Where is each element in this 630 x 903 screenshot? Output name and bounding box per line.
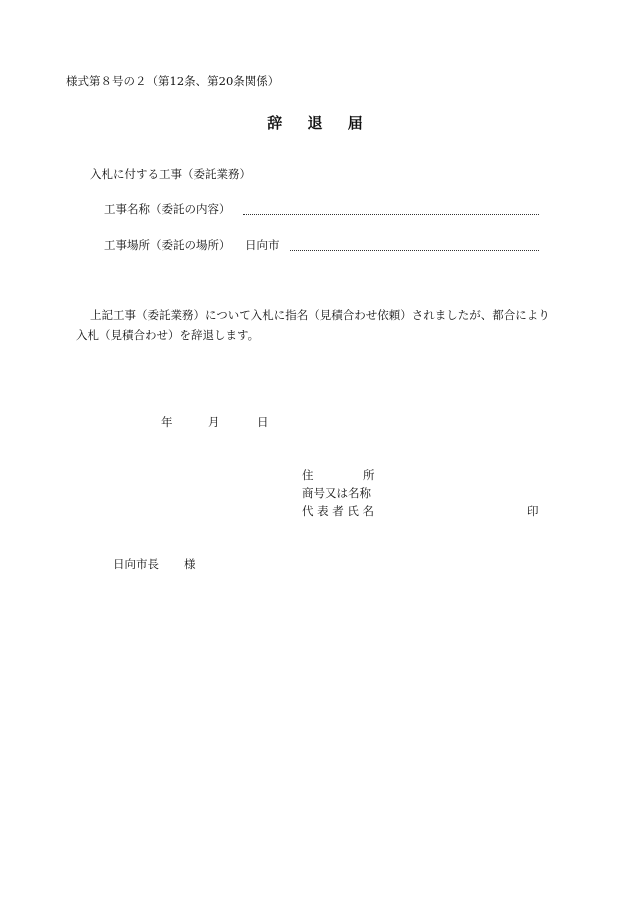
representative-label [302,504,374,518]
body-line-1: 上記工事（委託業務）について入札に指名（見積合わせ依頼）されましたが、都合により [90,308,550,322]
date-year: 年 [161,415,173,429]
date-day: 日 [257,415,269,429]
project-name-field [243,214,539,215]
project-place-field [290,250,539,251]
address-label-2: 所 [363,468,375,482]
subject-heading: 入札に付する工事（委託業務） [90,167,251,181]
form-number: 様式第８号の２（第12条、第20条関係） [66,74,280,88]
business-name-label: 商号又は名称 [302,486,371,500]
rep-char: 氏 [347,504,359,518]
project-place-city: 日向市 [245,238,280,252]
date-month: 月 [208,415,220,429]
addressee-honorific: 様 [184,557,196,571]
project-name-label: 工事名称（委託の内容） [104,202,231,216]
rep-char: 代 [302,504,314,518]
seal-mark: 印 [527,504,539,518]
document-title: 辞 退 届 [267,114,373,132]
address-label-1: 住 [302,468,314,482]
rep-char: 名 [362,504,374,518]
rep-char: 者 [332,504,344,518]
rep-char: 表 [317,504,329,518]
addressee-name: 日向市長 [113,557,159,571]
body-line-2: 入札（見積合わせ）を辞退します。 [76,328,260,342]
project-place-label: 工事場所（委託の場所） [104,238,231,252]
